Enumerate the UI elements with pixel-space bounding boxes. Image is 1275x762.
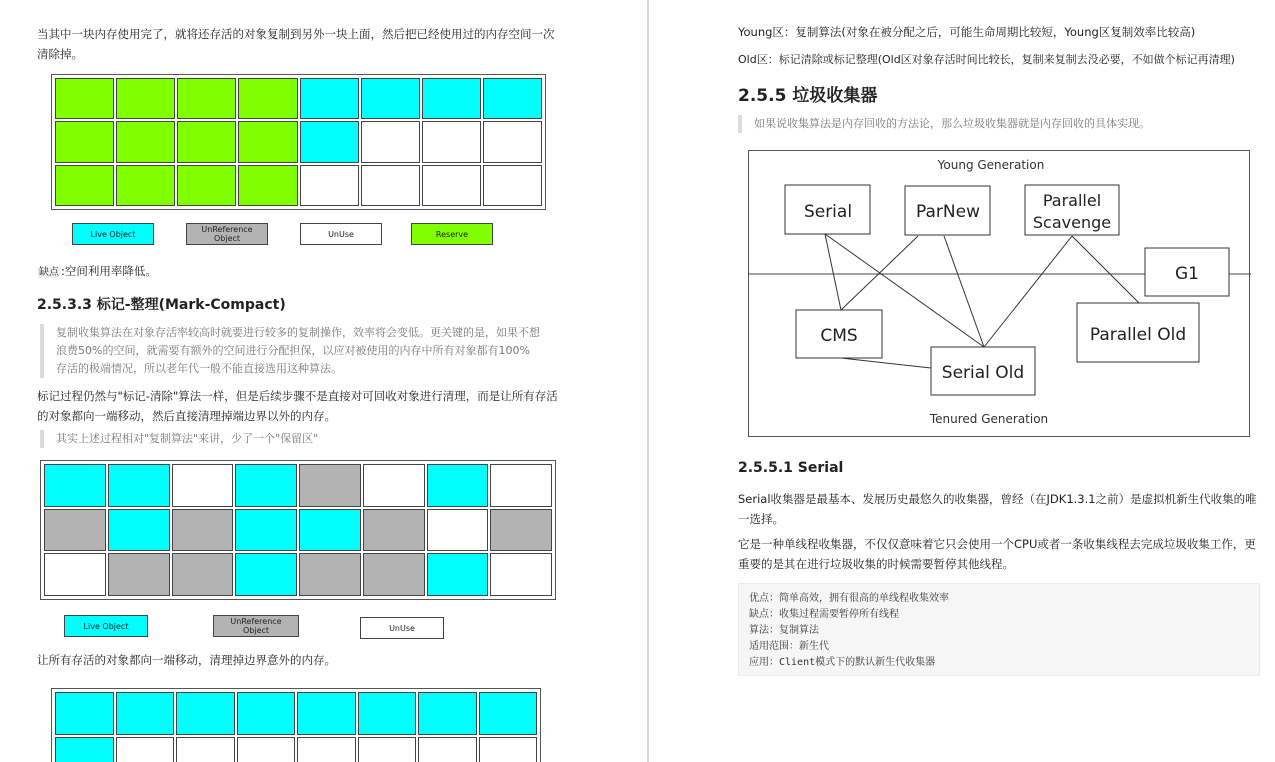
para-serial-history: Serial收集器是最基本、发展历史最悠久的收集器，曾经（在JDK1.3.1之前）是虚拟机新生代收集的唯一选择。 [738, 492, 1257, 526]
reserve-cell [55, 78, 114, 119]
live-object-cell [55, 737, 114, 762]
heading-serial: 2.5.5.1 Serial [738, 460, 844, 476]
heading-gc-collectors: 2.5.5 垃圾收集器 [738, 86, 878, 106]
reserve-cell [55, 165, 114, 206]
para-serial-single-thread: 它是一种单线程收集器，不仅仅意味着它只会使用一个CPU或者一条收集线程去完成垃圾收集工作，更重要的是其在进行垃圾收集的时候需要暂停其他线程。 [738, 537, 1256, 571]
drawback-tag: 缺点 [39, 267, 59, 278]
quote-copy-drawback: 复制收集算法在对象存活率较高时就要进行较多的复制操作，效率将会变低。更关键的是，如果不想浪费50%的空间，就需要有额外的空间进行分配担保，以应对被使用的内存中所有对象都有100%存活的极端情况，所以老年代一般不能直接选用这种算法。 [40, 324, 540, 378]
live-object-cell [55, 692, 114, 735]
unreference-cell [108, 553, 170, 596]
unuse-cell [427, 509, 489, 552]
live-object-cell [235, 509, 297, 552]
memory-cells [55, 78, 542, 206]
quote-gc-collectors: 如果说收集算法是内存回收的方法论，那么垃圾收集器就是内存回收的具体实现。 [738, 115, 1258, 133]
compacted-memory-grid [51, 688, 541, 762]
unuse-cell [422, 165, 481, 206]
reserve-cell [116, 121, 175, 162]
reserve-cell [238, 165, 297, 206]
live-object-cell [358, 692, 417, 735]
reserve-cell [238, 78, 297, 119]
g1-label: G1 [1175, 264, 1199, 284]
memory-cells [55, 692, 537, 762]
reserve-cell [55, 121, 114, 162]
live-object-cell [237, 692, 296, 735]
serial-label: Serial [803, 202, 853, 222]
serial-summary-code-block [738, 583, 1260, 676]
legend-unuse: UnUse [300, 223, 382, 245]
reserve-cell [116, 165, 175, 206]
unuse-cell [363, 464, 425, 507]
young-generation-label: Young Generation [937, 158, 1045, 172]
copy-algorithm-memory-grid [51, 74, 546, 210]
heading-mark-compact: 2.5.3.3 标记-整理(Mark-Compact) [37, 297, 286, 313]
live-object-cell [422, 78, 481, 119]
live-object-cell [300, 78, 359, 119]
unuse-cell [300, 165, 359, 206]
unreference-cell [44, 509, 106, 552]
code-line: 缺点：收集过程需要暂停所有线程 [749, 609, 899, 620]
live-object-cell [361, 78, 420, 119]
unuse-cell [418, 737, 477, 762]
live-object-cell [418, 692, 477, 735]
reserve-cell [177, 165, 236, 206]
unuse-cell [490, 464, 552, 507]
unuse-cell [483, 165, 542, 206]
right-page [649, 0, 1275, 762]
code-line: 优点：简单高效，拥有很高的单线程收集效率 [749, 593, 949, 604]
unuse-cell [479, 737, 538, 762]
unreference-cell [363, 553, 425, 596]
legend-unreference-object: UnReference Object [213, 615, 299, 637]
young-region-text: Young区：复制算法(对象在被分配之后，可能生命周期比较短，Young区复制效率比较高) [738, 25, 1196, 39]
live-object-cell [479, 692, 538, 735]
parnew-label: ParNew [916, 202, 980, 222]
unreference-cell [172, 509, 234, 552]
unuse-cell [483, 121, 542, 162]
unuse-cell [422, 121, 481, 162]
para-mark-process: 标记过程仍然与"标记-清除"算法一样，但是后续步骤不是直接对可回收对象进行清理，而是让所有存活的对象都向一端移动，然后直接清理掉端边界以外的内存。 [37, 389, 558, 423]
unreference-cell [363, 509, 425, 552]
code-line: 算法：复制算法 [749, 625, 819, 636]
parallel-scavenge-label-2: Scavenge [1032, 213, 1112, 232]
live-object-cell [297, 692, 356, 735]
legend-unreference-object: UnReference Object [186, 223, 268, 245]
legend-live-object: Live Object [72, 223, 154, 245]
quote-reserve-area: 其实上述过程相对"复制算法"来讲，少了一个"保留区" [40, 430, 540, 448]
reserve-cell [116, 78, 175, 119]
unuse-cell [361, 165, 420, 206]
legend-live-object: Live Object [64, 615, 148, 637]
live-object-cell [427, 553, 489, 596]
live-object-cell [44, 464, 106, 507]
unreference-cell [299, 553, 361, 596]
unuse-cell [116, 737, 175, 762]
unuse-cell [172, 464, 234, 507]
reserve-cell [238, 121, 297, 162]
live-object-cell [483, 78, 542, 119]
live-object-cell [235, 553, 297, 596]
unuse-cell [237, 737, 296, 762]
live-object-cell [176, 692, 235, 735]
gc-collectors-diagram [748, 150, 1251, 438]
code-line: 应用：Client模式下的默认新生代收集器 [749, 657, 936, 668]
legend-reserve: Reserve [411, 223, 493, 245]
unuse-cell [490, 553, 552, 596]
reserve-cell [177, 78, 236, 119]
live-object-cell [427, 464, 489, 507]
legend-unuse: UnUse [360, 617, 444, 639]
live-object-cell [116, 692, 175, 735]
live-object-cell [300, 121, 359, 162]
unreference-cell [299, 464, 361, 507]
live-object-cell [235, 464, 297, 507]
live-object-cell [108, 464, 170, 507]
live-object-cell [108, 509, 170, 552]
mark-compact-memory-grid [40, 460, 556, 600]
serial-old-label: Serial Old [941, 363, 1025, 383]
tenured-generation-label: Tenured Generation [929, 412, 1049, 426]
reserve-cell [177, 121, 236, 162]
unuse-cell [361, 121, 420, 162]
drawback-text: :空间利用率降低。 [61, 264, 157, 278]
live-object-cell [299, 509, 361, 552]
copy-algorithm-intro: 当其中一块内存使用完了，就将还存活的对象复制到另外一块上面，然后把已经使用过的内存空间一次清除掉。 [37, 27, 555, 61]
parallel-scavenge-label-1: Parallel [1042, 191, 1102, 210]
code-line: 适用范围：新生代 [749, 641, 829, 652]
unuse-cell [358, 737, 417, 762]
unreference-cell [490, 509, 552, 552]
para-move-objects: 让所有存活的对象都向一端移动，清理掉边界意外的内存。 [37, 653, 336, 667]
old-region-text: Old区：标记清除或标记整理(Old区对象存活时间比较长，复制来复制去没必要，不如做个标记再清理) [738, 53, 1235, 66]
unuse-cell [297, 737, 356, 762]
cms-label: CMS [820, 326, 858, 346]
unreference-cell [172, 553, 234, 596]
parallel-old-label: Parallel Old [1089, 325, 1187, 345]
memory-cells [44, 464, 552, 596]
unuse-cell [176, 737, 235, 762]
unuse-cell [44, 553, 106, 596]
drawback-line [37, 261, 562, 283]
